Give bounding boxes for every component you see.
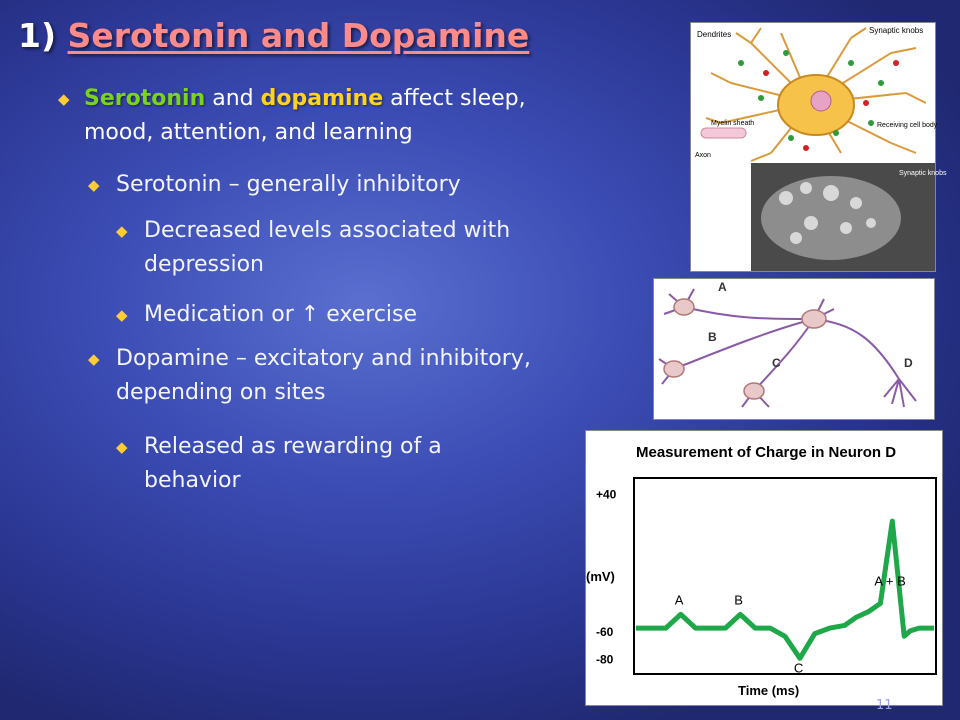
sub-bullet-text: Dopamine – excitatory and inhibitory, depending on sites bbox=[116, 346, 531, 405]
serotonin-keyword: Serotonin bbox=[84, 86, 206, 111]
charge-series-line bbox=[636, 521, 934, 658]
bullet-marker-icon: ◆ bbox=[116, 222, 128, 240]
chart-annotation: A + B bbox=[874, 573, 906, 589]
label-axon: Axon bbox=[695, 152, 711, 159]
bullet-main-rest: affect sleep, mood, attention, and learning bbox=[84, 86, 526, 145]
circuit-label-c: C bbox=[772, 356, 781, 370]
bullet-marker-icon: ◆ bbox=[116, 438, 128, 456]
title-text: Serotonin and Dopamine bbox=[67, 16, 530, 55]
bullet-and: and bbox=[205, 86, 261, 111]
sub-bullet-text: Serotonin – generally inhibitory bbox=[116, 172, 461, 197]
bullet-marker-icon: ◆ bbox=[116, 306, 128, 324]
bullet-marker-icon: ◆ bbox=[88, 350, 100, 368]
label-dendrites: Dendrites bbox=[697, 30, 732, 39]
bullet-main bbox=[58, 82, 584, 150]
sub-sub-bullet bbox=[116, 214, 584, 282]
circuit-label-a: A bbox=[718, 280, 727, 294]
neuron-drawing bbox=[691, 23, 947, 271]
label-myelin-sheath: Myelin sheath bbox=[711, 120, 755, 127]
sub-sub-bullet-text: Medication or ↑ exercise bbox=[144, 302, 418, 327]
dopamine-keyword: dopamine bbox=[260, 86, 384, 111]
bullet-marker-icon: ◆ bbox=[58, 90, 70, 108]
chart-annotation: C bbox=[793, 660, 804, 676]
charge-chart bbox=[585, 430, 943, 706]
page-number: 11 bbox=[876, 698, 893, 713]
label-micrograph-knobs: Synaptic knobs bbox=[899, 170, 947, 177]
bullet-marker-icon: ◆ bbox=[88, 176, 100, 194]
circuit-label-b: B bbox=[708, 330, 717, 344]
sub-sub-bullet-text: Released as rewarding of a behavior bbox=[144, 434, 442, 493]
slide-title bbox=[18, 16, 529, 55]
chart-annotation: A bbox=[674, 592, 684, 608]
neuron-circuit-diagram bbox=[653, 278, 935, 420]
circuit-label-d: D bbox=[904, 356, 913, 370]
sub-sub-bullet bbox=[116, 298, 584, 332]
sub-sub-bullet bbox=[116, 430, 544, 498]
title-prefix: 1) bbox=[18, 16, 57, 55]
label-receiving-cell-body: Receiving cell body bbox=[877, 122, 938, 129]
neuron-illustration bbox=[690, 22, 947, 272]
chart-title: Measurement of Charge in Neuron D bbox=[636, 444, 897, 461]
y-axis-label: (mV) bbox=[586, 569, 615, 584]
sub-sub-bullet-text: Decreased levels associated with depression bbox=[144, 218, 511, 277]
sub-bullet-dopamine bbox=[88, 342, 536, 410]
x-axis-label: Time (ms) bbox=[738, 683, 800, 698]
chart-canvas bbox=[586, 431, 942, 705]
y-tick-label: -60 bbox=[596, 624, 614, 639]
y-tick-label: -80 bbox=[596, 652, 614, 667]
chart-annotation: B bbox=[734, 592, 743, 608]
y-tick-label: +40 bbox=[596, 487, 617, 502]
circuit-drawing bbox=[654, 279, 934, 419]
label-synaptic-knobs: Synaptic knobs bbox=[869, 26, 924, 35]
sub-bullet-serotonin bbox=[88, 168, 576, 202]
